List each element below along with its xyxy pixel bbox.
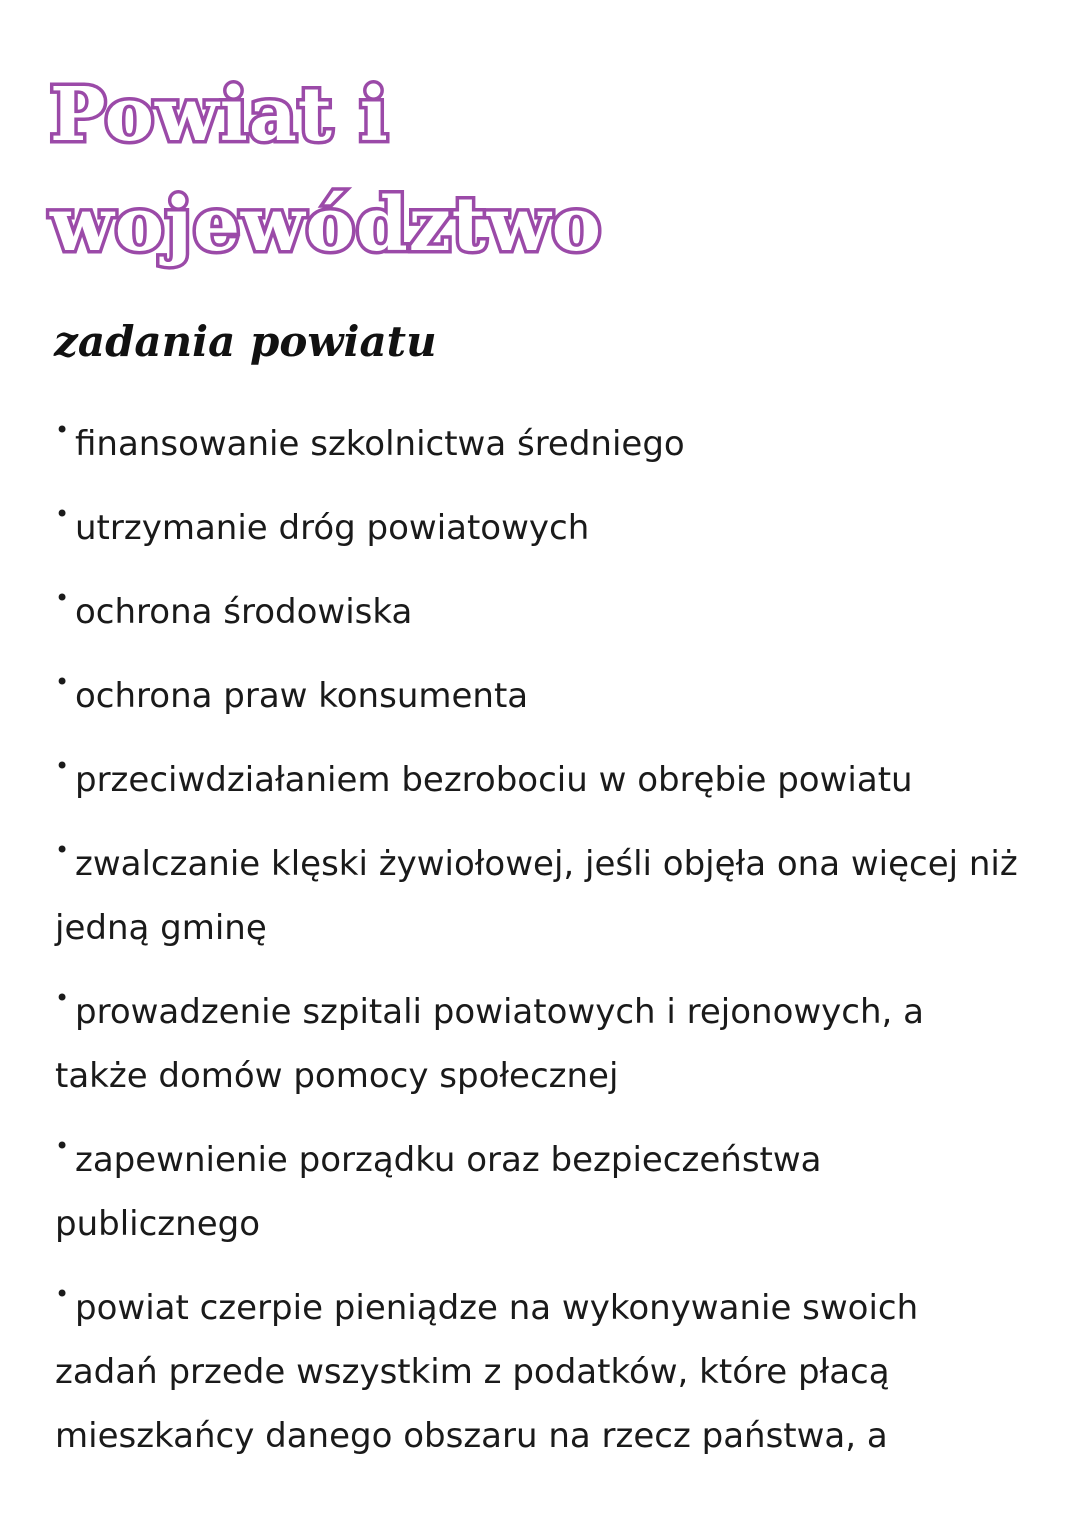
list-item-text: powiat czerpie pieniądze na wykonywanie swoich zadań przede wszystkim z podatków, które płacą mieszkańcy danego obszaru na rzecz państwa, a bbox=[55, 1288, 919, 1456]
list-item bbox=[55, 1276, 1025, 1468]
bullet-icon: • bbox=[55, 500, 70, 528]
list-item bbox=[55, 748, 1025, 812]
list-item bbox=[55, 1128, 1025, 1256]
bullet-icon: • bbox=[55, 752, 70, 780]
list-item bbox=[55, 980, 1025, 1108]
list-item-text: ochrona praw konsumenta bbox=[75, 676, 529, 716]
list-item-text: finansowanie szkolnictwa średniego bbox=[75, 424, 685, 464]
list-item-text: zwalczanie klęski żywiołowej, jeśli objęła ona więcej niż jedną gminę bbox=[55, 844, 1018, 948]
page-title: Powiat i województwo bbox=[50, 72, 602, 268]
section-heading: zadania powiatu bbox=[54, 317, 437, 366]
list-item bbox=[55, 580, 1025, 644]
bullet-icon: • bbox=[55, 584, 70, 612]
bullet-icon: • bbox=[55, 668, 70, 696]
list-item bbox=[55, 664, 1025, 728]
bullet-icon: • bbox=[55, 836, 70, 864]
list-item-text: utrzymanie dróg powiatowych bbox=[75, 508, 590, 548]
list-item-text: ochrona środowiska bbox=[75, 592, 413, 632]
list-item bbox=[55, 832, 1025, 960]
list-item-text: przeciwdziałaniem bezrobociu w obrębie powiatu bbox=[75, 760, 913, 800]
bullet-icon: • bbox=[55, 1280, 70, 1308]
bullet-icon: • bbox=[55, 416, 70, 444]
bullet-icon: • bbox=[55, 1132, 70, 1160]
bullet-icon: • bbox=[55, 984, 70, 1012]
list-item bbox=[55, 496, 1025, 560]
task-list bbox=[55, 412, 1025, 1488]
list-item bbox=[55, 412, 1025, 476]
list-item-text: prowadzenie szpitali powiatowych i rejonowych, a także domów pomocy społecznej bbox=[55, 992, 924, 1096]
list-item-text: zapewnienie porządku oraz bezpieczeństwa publicznego bbox=[55, 1140, 822, 1244]
